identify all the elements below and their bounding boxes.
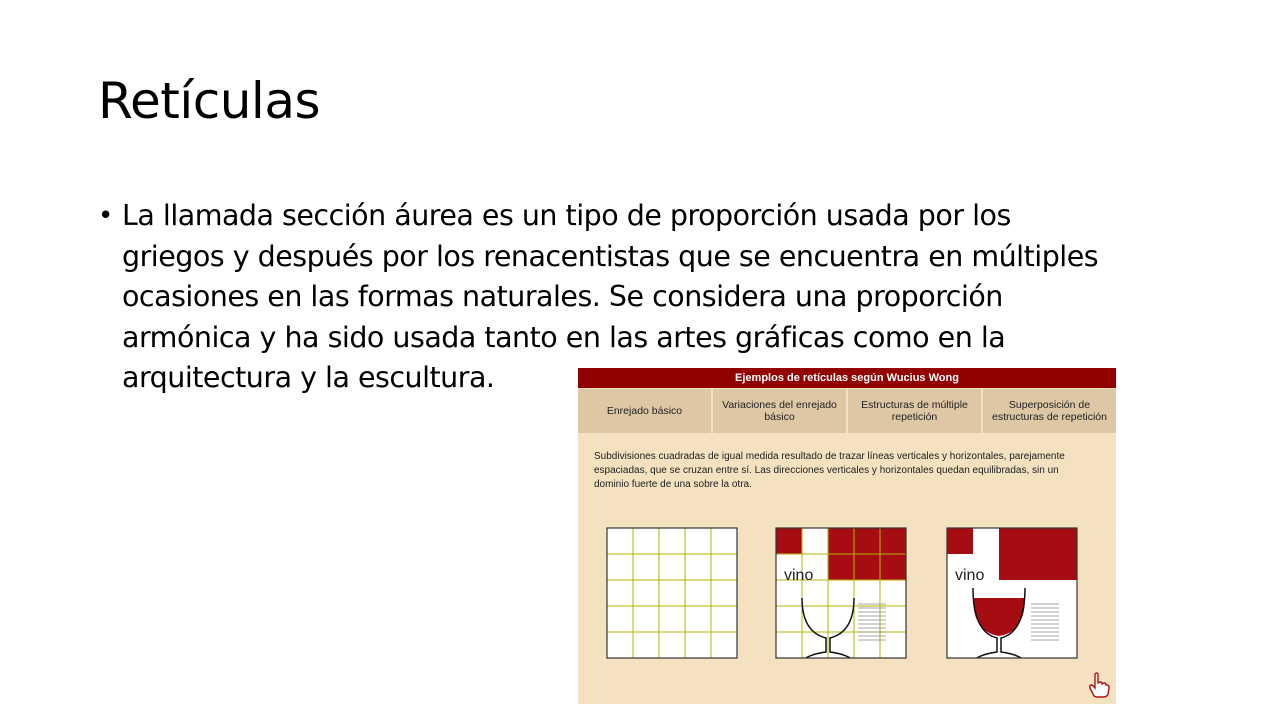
bullet-line-1: La llamada sección áurea es un tipo de proporción usada por los bbox=[122, 199, 1011, 232]
grid-examples bbox=[578, 368, 1116, 704]
example-word-1: vino bbox=[784, 567, 814, 584]
reticulas-figure bbox=[578, 368, 1116, 704]
slide-title: Retículas bbox=[98, 72, 321, 130]
pointer-hand-icon[interactable] bbox=[1088, 672, 1110, 698]
bullet-line-3: ocasiones en las formas naturales. Se considera una proporción bbox=[122, 280, 1003, 313]
basic-grid-example bbox=[607, 528, 737, 658]
bullet-dot-icon: • bbox=[98, 201, 114, 231]
wine-filled-example bbox=[947, 528, 1077, 658]
tab-estructuras-multiple[interactable]: Estructuras de múltiple repetición bbox=[848, 389, 983, 433]
grid-wine-example bbox=[776, 528, 906, 658]
example-word-2: vino bbox=[955, 567, 985, 584]
bullet-line-4: armónica y ha sido usada tanto en las artes gráficas como en la bbox=[122, 320, 1006, 354]
figure-description: Subdivisiones cuadradas de igual medida resultado de trazar líneas verticales y horizontales, parejamente espaciadas, que se cruzan entre sí. Las direcciones verticales y horizontales quedan equilibradas, sin un dominio fuerte de una sobre la otra. bbox=[594, 451, 1065, 490]
figure-header: Ejemplos de retículas según Wucius Wong bbox=[578, 368, 1116, 388]
tab-variaciones-enrejado[interactable]: Variaciones del enrejado básico bbox=[713, 389, 848, 433]
bullet-line-5: arquitectura y la escultura. bbox=[122, 361, 495, 394]
tab-superposicion[interactable]: Superposición de estructuras de repetición bbox=[983, 389, 1116, 433]
bullet-line-2: griegos y después por los renacentistas que se encuentra en múltiples bbox=[122, 239, 1099, 273]
tab-enrejado-basico[interactable]: Enrejado básico bbox=[578, 389, 713, 433]
